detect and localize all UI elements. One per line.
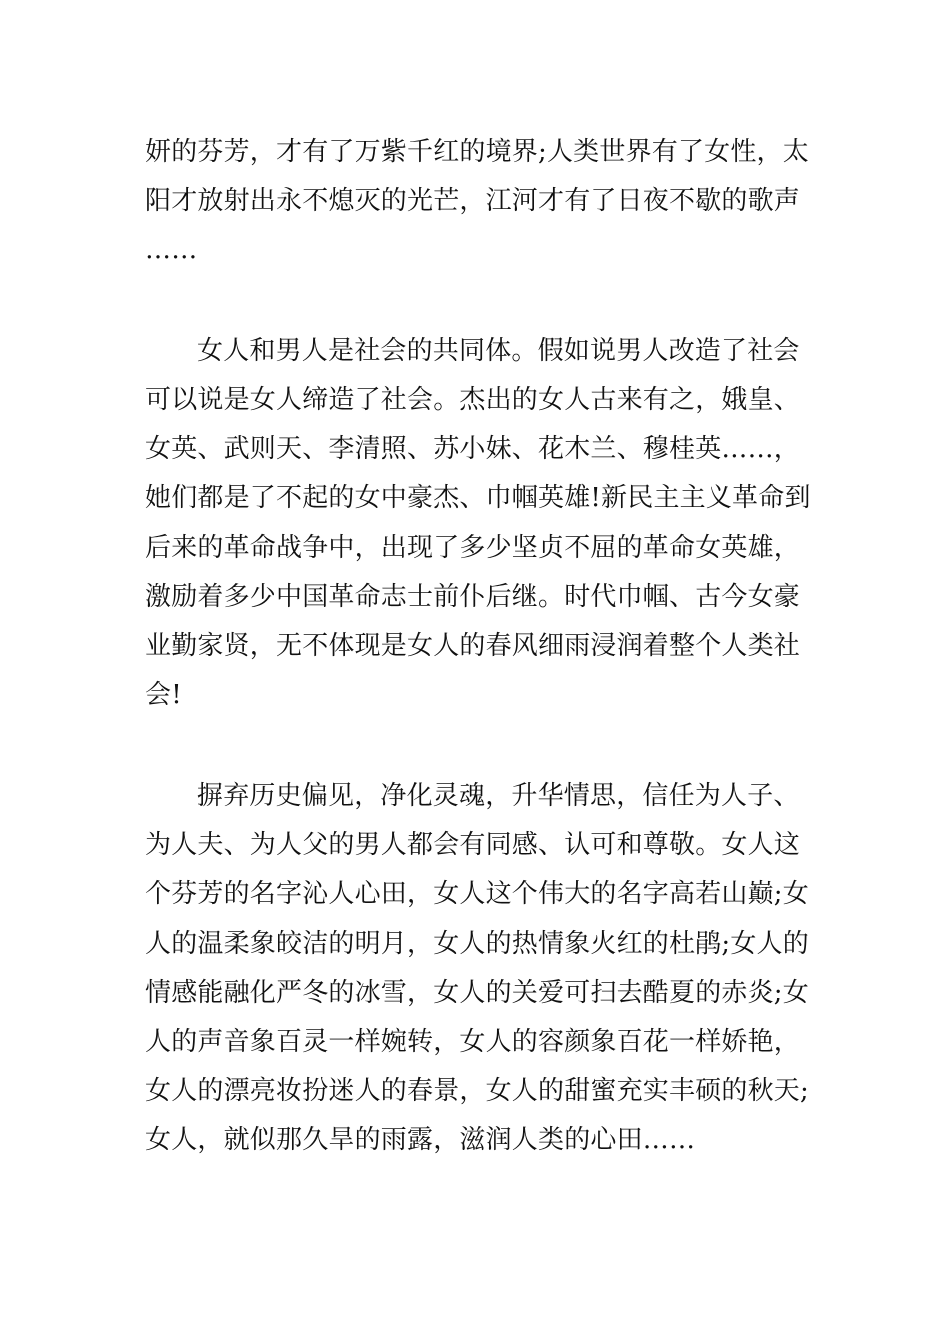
paragraph-2-line-3: 女英、武则天、李清照、苏小妹、花木兰、穆桂英……， <box>145 434 801 464</box>
paragraph-2-line-7: 业勤家贤，无不体现是女人的春风细雨浸润着整个人类社 <box>145 631 801 661</box>
paragraph-3-line-1: 摒弃历史偏见，净化灵魂，升华情思，信任为人子、 <box>197 781 800 811</box>
paragraph-1-line-1: 妍的芬芳，才有了万紫千红的境界;人类世界有了女性，太 <box>145 137 809 167</box>
paragraph-1-line-3: …… <box>145 235 198 265</box>
paragraph-3-line-4: 人的温柔象皎洁的明月，女人的热情象火红的杜鹃;女人的 <box>145 929 809 959</box>
paragraph-3-line-7: 女人的漂亮妆扮迷人的春景，女人的甜蜜充实丰硕的秋天; <box>145 1076 809 1106</box>
paragraph-2-line-4: 她们都是了不起的女中豪杰、巾帼英雄!新民主主义革命到 <box>145 483 811 513</box>
paragraph-2-line-2: 可以说是女人缔造了社会。杰出的女人古来有之，娥皇、 <box>145 385 801 415</box>
paragraph-1-line-2: 阳才放射出永不熄灭的光芒，江河才有了日夜不歇的歌声 <box>145 186 801 216</box>
paragraph-3-line-6: 人的声音象百灵一样婉转，女人的容颜象百花一样娇艳， <box>145 1027 801 1057</box>
paragraph-2-line-8: 会! <box>145 680 182 710</box>
paragraph-3-line-3: 个芬芳的名字沁人心田，女人这个伟大的名字高若山巅;女 <box>145 879 809 909</box>
paragraph-2-line-1: 女人和男人是社会的共同体。假如说男人改造了社会 <box>197 336 800 366</box>
paragraph-2-line-5: 后来的革命战争中，出现了多少坚贞不屈的革命女英雄， <box>145 533 801 563</box>
paragraph-3-line-2: 为人夫、为人父的男人都会有同感、认可和尊敬。女人这 <box>145 830 801 860</box>
paragraph-2-line-6: 激励着多少中国革命志士前仆后继。时代巾帼、古今女豪 <box>145 582 801 612</box>
paragraph-3-line-8: 女人，就似那久旱的雨露，滋润人类的心田…… <box>145 1125 696 1155</box>
paragraph-3-line-5: 情感能融化严冬的冰雪，女人的关爱可扫去酷夏的赤炎;女 <box>145 978 809 1008</box>
